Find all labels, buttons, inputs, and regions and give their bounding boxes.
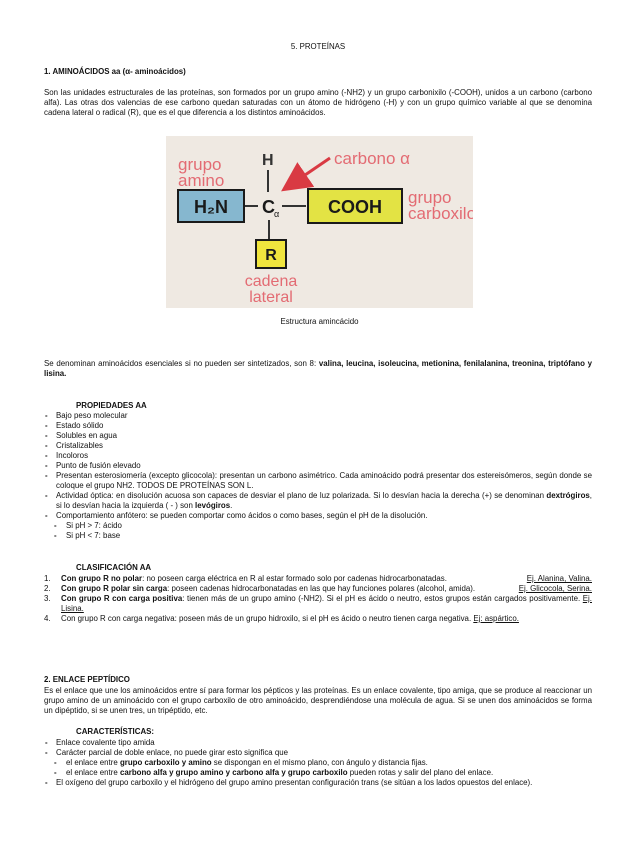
label-r: R — [265, 247, 277, 264]
item-number: 1. — [44, 574, 51, 583]
clasificacion-item — [44, 594, 592, 614]
section-1-heading: 1. AMINOÁCIDOS aa (α- aminoácidos) — [44, 67, 186, 76]
label-carbono-alfa: carbono α — [334, 149, 410, 168]
propiedad-item: - Punto de fusión elevado — [44, 461, 592, 471]
optica-text: Actividad óptica: en disolución acuosa son capaces de desviar el plano de luz polarizada. Si lo desvían hacia la derecha (+) se denominan — [56, 491, 547, 500]
label-h2n: H₂N — [194, 197, 228, 217]
optica-mid: , si lo desvían hacia la izquierda ( - ) son — [56, 491, 592, 510]
item-text: : tienen más de un grupo amino (-NH2). Si el pH es ácido o neutro, estos grupos están cargados positivamente. — [182, 594, 583, 603]
section-2-heading: 2. ENLACE PEPTÍDICO — [44, 675, 130, 684]
item-number: 3. — [44, 594, 51, 603]
label-grupo-amino-line1: grupo — [178, 155, 222, 174]
propiedad-item: - Bajo peso molecular — [44, 411, 592, 421]
optica-levogiros: levógiros — [195, 501, 231, 510]
label-cadena-line1: cadena — [244, 273, 298, 290]
label-cadena-line2: lateral — [249, 289, 293, 306]
caracteristica-item: - Carácter parcial de doble enlace, no puede girar esto significa que — [44, 748, 592, 758]
propiedad-item: - Incoloros — [44, 451, 592, 461]
amino-acid-diagram — [166, 136, 473, 308]
essential-list: valina, leucina, isoleucina, metionina, fenilalanina, treonina, triptófano y lisina. — [44, 359, 593, 378]
ph-item: - Si pH < 7: base — [44, 531, 592, 541]
essential-text: Se denominan aminoácidos esenciales si no pueden ser sintetizados, son 8: — [44, 359, 319, 368]
sub-bold: grupo carboxilo y amino — [119, 758, 212, 767]
sub-text: el enlace entre — [66, 768, 120, 777]
atom-carbon: C — [262, 197, 275, 217]
clasificacion-item — [44, 614, 592, 624]
caracteristica-subitem — [44, 758, 592, 768]
item-example: Ej. Glicocola, Serina. — [518, 584, 592, 593]
clasificacion-list — [44, 574, 592, 624]
ph-item: - Si pH > 7: ácido — [44, 521, 592, 531]
item-example: Ej. Alanina, Valina. — [526, 574, 592, 583]
label-grupo-amino-line2: amino — [178, 171, 225, 190]
section-1-intro: Son las unidades estructurales de las proteínas, son formados por un grupo amino (-NH2) y un grupo carbonixilo (-COOH), unidos a un carbono (carbono alfa). Las otras dos valencias de ese carbono quedan saturadas con un átomo de hidrógeno (-H) y con un grupo químico variable al que se denomina cadena lateral o radical (R), que es el que diferencia a los distintos aminoácidos. — [44, 88, 592, 117]
caracteristicas-list — [44, 738, 592, 788]
section-2-text: Es el enlace que une los aminoácidos entre sí para formar los pépticos y las proteínas. Es un enlace covalente, tipo amiga, que se produce al reaccionar un grupo amino de un aminoácido con el grupo carboxilo de otro aminoácido, desprendiéndose una molécula de agua. Si se unen dos aminoácidos se forma un dipéptido, si se unen tres, un tripéptido, etc. — [44, 686, 592, 715]
sub-bold: carbono alfa y grupo amino y carbono alfa y grupo carboxilo — [119, 768, 348, 777]
caracteristicas-heading: CARACTERÍSTICAS: — [76, 727, 155, 736]
clasificacion-heading: CLASIFICACIÓN AA — [76, 563, 152, 572]
propiedad-item-optica — [44, 491, 592, 511]
propiedad-item: - Presentan esterosiomería (excepto glicocola): presentan un carbono asimétrico. Cada aminoácido podrá presentar dos estereisómeros, según donde se coloque el grupo NH2. TODOS DE PROTEÍNAS SON L. — [44, 471, 592, 491]
item-example: Ej. Lisina. — [61, 594, 592, 613]
optica-dextrogiros: dextrógiros — [546, 491, 590, 500]
item-number: 4. — [44, 614, 51, 623]
page-title: 5. PROTEÍNAS — [290, 42, 346, 51]
item-bold: Con grupo R con carga positiva — [61, 594, 183, 603]
label-grupo-carboxilo-line1: grupo — [408, 188, 452, 207]
propiedades-list — [44, 411, 592, 541]
amino-acid-structure-figure — [166, 136, 473, 308]
clasificacion-item — [44, 584, 592, 594]
figure-caption: Estructura amincácido — [280, 317, 359, 326]
item-bold: Con grupo R polar sin carga — [61, 584, 168, 593]
item-text: : no poseen carga eléctrica en R al estar formado solo por cadenas hidrocarbonatadas. — [142, 574, 447, 583]
caracteristica-subitem — [44, 768, 592, 778]
propiedad-item: - Comportamiento anfótero: se pueden comportar como ácidos o como bases, según el pH de la disolución. — [44, 511, 592, 521]
sub-text: pueden rotas y salir del plano del enlace. — [347, 768, 494, 777]
item-example: Ej: aspártico. — [473, 614, 519, 623]
carbono-arrow — [286, 158, 330, 188]
essential-amino-acids — [44, 359, 592, 379]
item-number: 2. — [44, 584, 51, 593]
item-bold: Con grupo R no polar — [61, 574, 143, 583]
item-text: Con grupo R con carga negativa: poseen más de un grupo hidroxilo, si el pH es ácido o neutro tienen carga negativa. — [61, 614, 474, 623]
propiedades-heading: PROPIEDADES AA — [76, 401, 147, 410]
propiedad-item: - Cristalizables — [44, 441, 592, 451]
atom-h: H — [262, 152, 274, 169]
clasificacion-item — [44, 574, 592, 584]
label-cooh: COOH — [328, 197, 382, 217]
item-text: : poseen cadenas hidrocarbonatadas en las que hay funciones polares (alcohol, amida). — [167, 584, 476, 593]
sub-text: se dispongan en el mismo plano, con ángulo y distancia fijas. — [211, 758, 428, 767]
caracteristica-item: - Enlace covalente tipo amida — [44, 738, 592, 748]
optica-end: . — [230, 501, 233, 510]
propiedad-item: - Estado sólido — [44, 421, 592, 431]
atom-carbon-alpha: α — [274, 209, 280, 219]
sub-text: el enlace entre — [66, 758, 120, 767]
propiedad-item: - Solubles en agua — [44, 431, 592, 441]
label-grupo-carboxilo-line2: carboxilo — [408, 204, 473, 223]
caracteristica-item: - El oxígeno del grupo carboxilo y el hidrógeno del grupo amino presentan configuración trans (se sitúan a los lados opuestos del enlace). — [44, 778, 592, 788]
